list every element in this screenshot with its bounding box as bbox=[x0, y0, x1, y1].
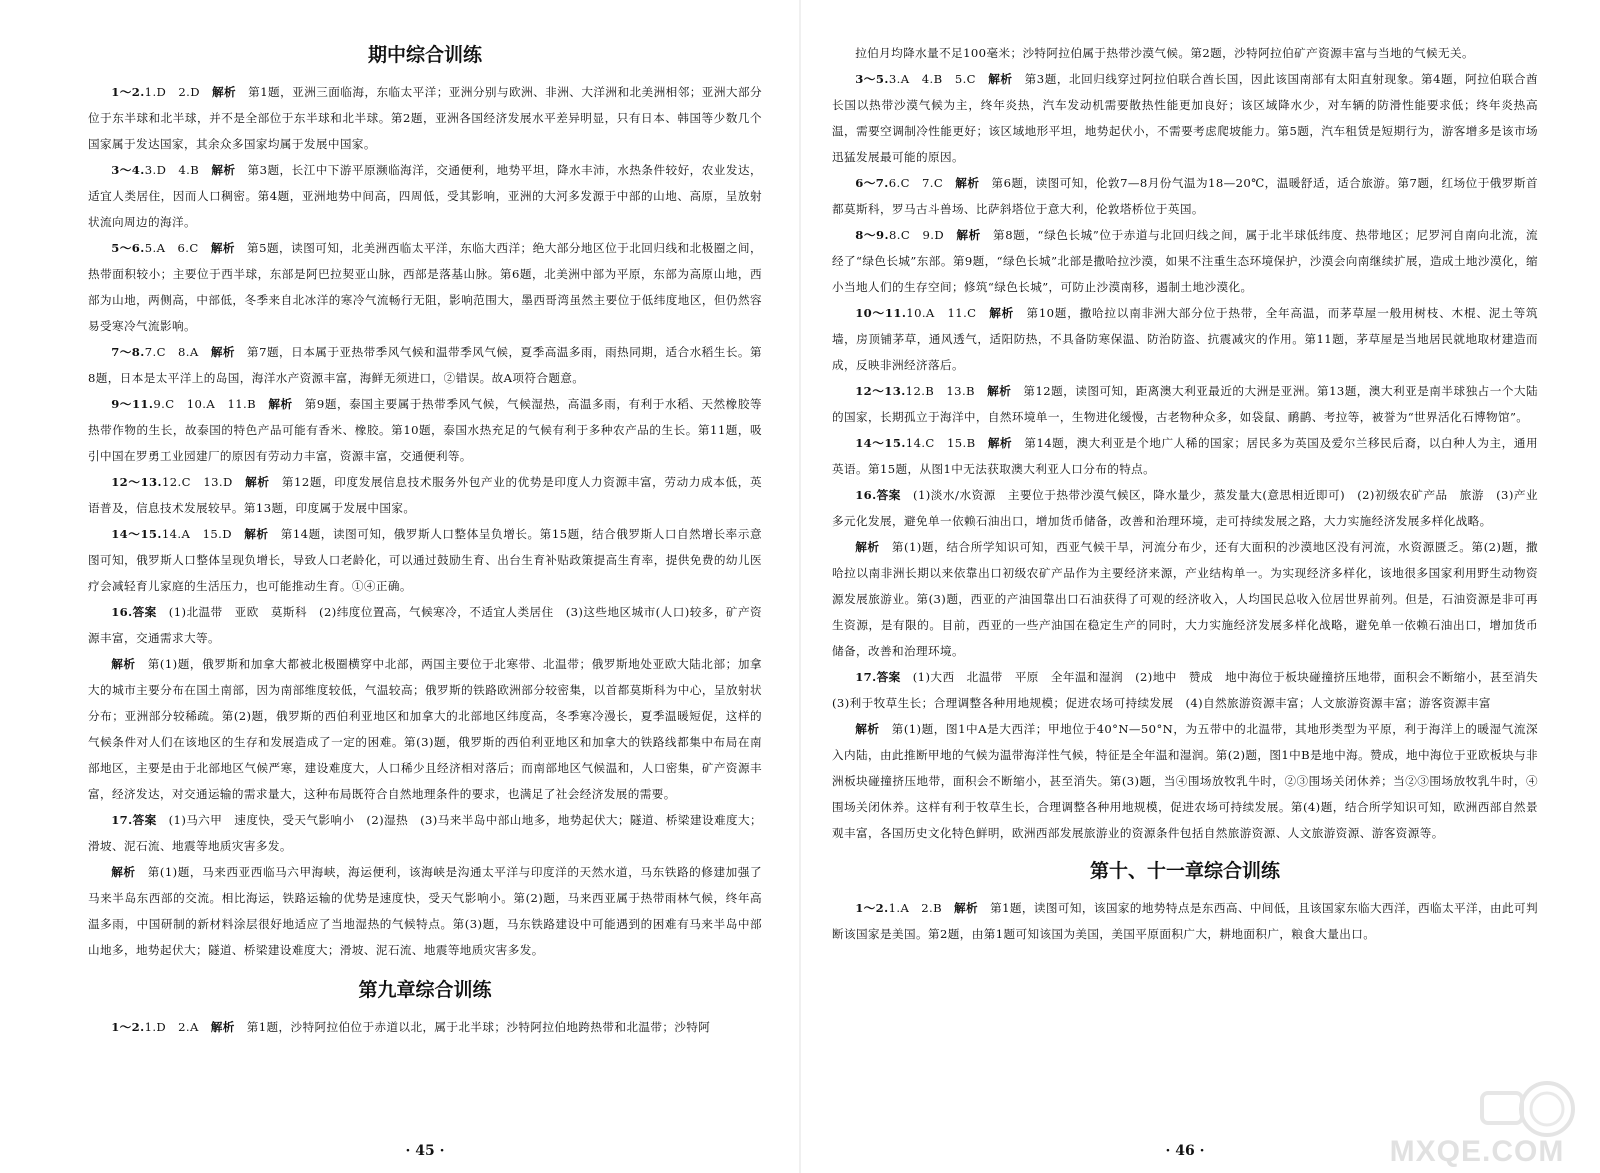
answer-list bbox=[88, 1014, 762, 1040]
answer-key: 3.A 4.B 5.C bbox=[888, 72, 989, 86]
section-label: 解析 bbox=[987, 384, 1012, 398]
section-label: 解析 bbox=[210, 1020, 235, 1034]
answer-paragraph bbox=[88, 521, 762, 599]
explanation-text: 第(1)题，结合所学知识可知，西亚气候干旱，河流分布少，还有大面积的沙漠地区没有河流，水资源匮乏。第(2)题，撒哈拉以南非洲长期以来依靠出口初级农矿产品作为主要经济来源，产业结构单一。为实现经济多样化，该地很多国家利用野生动物资源发展旅游业。第(3)题，西亚的产油国靠出口石油获得了可观的经济收入，人均国民总收入位居世界前列。但是，石油资源是非可再生资源，是有限的。目前，西亚的一些产油国在稳定生产的同时，大力实施经济发展多样化战略，避免单一依赖石油出口，增加货币储备，改善和治理环境。 bbox=[832, 540, 1538, 658]
answer-key: 1.D 2.A bbox=[144, 1020, 211, 1034]
explanation-text: (1)淡水/水资源 主要位于热带沙漠气候区，降水量少，蒸发量大(意思相近即可) (2)初级农矿产品 旅游 (3)产业多元化发展，避免单一依赖石油出口，增加货币储备，改善和治理环境，走可持续发展之路，大力实施经济发展多样化战略。 bbox=[832, 488, 1538, 528]
explanation-text: 第9题，泰国主要属于热带季风气候，气候湿热，高温多雨，有利于水稻、天然橡胶等热带作物的生长，故泰国的特色产品可能有香米、橡胶。第10题，泰国水热充足的气候有利于多种农产品的生长。第11题，吸引中国在罗勇工业园建厂的原因有劳动力丰富，资源丰富，交通便利等。 bbox=[88, 397, 762, 463]
question-number: 12～13. bbox=[855, 384, 906, 398]
answer-key: 14.A 15.D bbox=[161, 527, 245, 541]
right-page bbox=[800, 0, 1600, 1173]
question-number: 7～8. bbox=[111, 345, 145, 359]
explanation-text: 第12题，读图可知，距离澳大利亚最近的大洲是亚洲。第13题，澳大利亚是南半球独占一个大陆的国家，长期孤立于海洋中，自然环境单一，生物进化缓慢，古老物种众多，如袋鼠、鸸鹋、考拉等，被誉为“世界活化石博物馆”。 bbox=[832, 384, 1538, 424]
watermark-emblem-icon bbox=[1362, 1079, 1592, 1139]
explanation-text: 第5题，读图可知，北美洲西临太平洋，东临大西洋；绝大部分地区位于北回归线和北极圈之间，热带面积较小；主要位于西半球，东部是阿巴拉契亚山脉，西部是落基山脉。第6题，北美洲中部为平原，东部为高原山地，西部为山地，两侧高，中部低，冬季来自北冰洋的寒冷气流畅行无阻，影响范围大，墨西哥湾虽然主要位于低纬度地区，但仍然容易受寒冷气流影响。 bbox=[88, 241, 762, 333]
answer-key: 9.C 10.A 11.B bbox=[153, 397, 269, 411]
explanation-text: 第1题，沙特阿拉伯位于赤道以北，属于北半球；沙特阿拉伯地跨热带和北温带；沙特阿 bbox=[246, 1020, 711, 1034]
section-title: 期中综合训练 bbox=[367, 44, 482, 66]
explanation-text: 拉伯月均降水量不足100毫米；沙特阿拉伯属于热带沙漠气候。第2题，沙特阿拉伯矿产资源丰富与当地的气候无关。 bbox=[855, 46, 1474, 60]
section-title: 第九章综合训练 bbox=[358, 979, 492, 1001]
section-label: 解析 bbox=[987, 436, 1013, 450]
answer-key: 5.A 6.C bbox=[144, 241, 211, 255]
section-label: 答案 bbox=[132, 605, 157, 619]
explanation-text: 第(1)题，图1中A是大西洋；甲地位于40°N—50°N，为五带中的北温带，其地形类型为平原，利于海洋上的暖湿气流深入内陆，由此推断甲地的气候为温带海洋性气候，特征是全年温和湿润。第(2)题，图1中B是地中海。赞成，地中海位于亚欧板块与非洲板块碰撞挤压地带，面积会不断缩小，甚至消失。第(3)题，当④围场放牧乳牛时，②③围场关闭休养；当②③围场放牧乳牛时，④围场关闭休养。这样有利于牧草生长，合理调整各种用地规模，促进农场可持续发展。第(4)题，结合所学知识可知，欧洲西部自然景观丰富，各国历史文化特色鲜明，欧洲西部发展旅游业的资源条件包括自然旅游资源、人文旅游资源、游客资源等。 bbox=[832, 722, 1538, 840]
answer-paragraph bbox=[832, 482, 1538, 534]
question-number: 14～15. bbox=[111, 527, 162, 541]
question-number: 3～5. bbox=[855, 72, 889, 86]
answer-list bbox=[832, 895, 1538, 947]
section-label: 解析 bbox=[956, 228, 981, 242]
question-number: 6～7. bbox=[855, 176, 889, 190]
answer-key: 6.C 7.C bbox=[888, 176, 956, 190]
answer-key: 1.D 2.D bbox=[144, 85, 212, 99]
explanation-text: 第10题，撒哈拉以南非洲大部分位于热带，全年高温，而茅草屋一般用树枝、木棍、泥土等筑墙，房顶铺茅草，通风透气，适阳防热，不具备防寒保温、防治防盗、抗震减灾的作用。第11题，茅草屋是当地居民就地取材建造而成，反映非洲经济落后。 bbox=[832, 306, 1538, 372]
answer-paragraph bbox=[832, 895, 1538, 947]
explanation-text: 第3题，北回归线穿过阿拉伯联合酋长国，因此该国南部有太阳直射现象。第4题，阿拉伯联合酋长国以热带沙漠气候为主，终年炎热，汽车发动机需要散热性能更加良好；该区域降水少，对车辆的防滑性能要求低；终年炎热高温，需要空调制冷性能更好；该区域地形平坦，地势起伏小，不需要考虑爬坡能力。第5题，汽车租赁是短期行为，游客增多是该市场迅猛发展最可能的原因。 bbox=[832, 72, 1538, 164]
answer-key: 12.B 13.B bbox=[905, 384, 988, 398]
explanation-text: 第8题，“绿色长城”位于赤道与北回归线之间，属于北半球低纬度、热带地区；尼罗河自南向北流，流经了“绿色长城”东部。第9题，“绿色长城”北部是撒哈拉沙漠，如果不注重生态环境保护，沙漠会向南继续扩展，造成土地沙漠化，缩小当地人们的生存空间；修筑“绿色长城”，可防止沙漠南移，遏制土地沙漠化。 bbox=[832, 228, 1538, 294]
answer-key: 7.C 8.A bbox=[144, 345, 211, 359]
section-label: 解析 bbox=[855, 540, 880, 554]
answer-paragraph bbox=[832, 664, 1550, 716]
section-label: 解析 bbox=[955, 176, 980, 190]
section-title: 第十、十一章综合训练 bbox=[1089, 860, 1280, 882]
answer-paragraph bbox=[88, 157, 762, 235]
explanation-text: 第1题，亚洲三面临海，东临太平洋；亚洲分别与欧洲、非洲、大洋洲和北美洲相邻；亚洲大部分位于东半球和北半球，并不是全部位于东半球和北半球。第2题，亚洲各国经济发展水平差异明显，只有日本、韩国等少数几个国家属于发达国家，其余众多国家均属于发展中国家。 bbox=[88, 85, 762, 151]
question-number: 16. bbox=[855, 488, 877, 502]
answer-key: 12.C 13.D bbox=[161, 475, 246, 489]
question-number: 1～2. bbox=[111, 85, 145, 99]
explanation-text: (1)北温带 亚欧 莫斯科 (2)纬度位置高，气候寒冷，不适宜人类居住 (3)这些地区城市(人口)较多，矿产资源丰富，交通需求大等。 bbox=[88, 605, 762, 645]
question-number: 1～2. bbox=[111, 1020, 145, 1034]
answer-paragraph bbox=[832, 40, 1538, 66]
watermark-logo bbox=[1362, 1079, 1592, 1169]
explanation-text: 第12题，印度发展信息技术服务外包产业的优势是印度人力资源丰富，劳动力成本低，英语普及，信息技术发展较早。第13题，印度属于发展中国家。 bbox=[88, 475, 762, 515]
explanation-text: (1)大西 北温带 平原 全年温和湿润 (2)地中 赞成 地中海位于板块碰撞挤压地带，面积会不断缩小，甚至消失 (3)利于牧草生长；合理调整各种用地规模；促进农场可持续发展 (4)自然旅游资源丰富；人文旅游资源丰富；游客资源丰富 bbox=[832, 670, 1550, 710]
answer-paragraph bbox=[88, 235, 762, 339]
answer-paragraph bbox=[832, 378, 1538, 430]
page-number: · 45 · bbox=[405, 1143, 445, 1159]
question-number: 17. bbox=[855, 670, 877, 684]
explanation-text: 第7题，日本属于亚热带季风气候和温带季风气候，夏季高温多雨，雨热同期，适合水稻生长。第8题，日本是太平洋上的岛国，海洋水产资源丰富，海鲜无须进口，②错误。故A项符合题意。 bbox=[88, 345, 762, 385]
section-label: 解析 bbox=[245, 475, 270, 489]
answer-list bbox=[88, 79, 762, 963]
question-number: 1～2. bbox=[855, 901, 889, 915]
explanation-text: (1)马六甲 速度快，受天气影响小 (2)湿热 (3)马来半岛中部山地多，地势起伏大；隧道、桥梁建设难度大；滑坡、泥石流、地震等地质灾害多发。 bbox=[88, 813, 762, 853]
question-number: 12～13. bbox=[111, 475, 162, 489]
answer-paragraph bbox=[832, 222, 1538, 300]
explanation-text: 第(1)题，马来西亚西临马六甲海峡，海运便利，该海峡是沟通太平洋与印度洋的天然水道，马东铁路的修建加强了马来半岛东西部的交流。相比海运，铁路运输的优势是速度快，受天气影响小。第(2)题，马来西亚属于热带雨林气候，终年高温多雨，中国研制的新材料涂层很好地适应了当地湿热的气候特点。第(3)题，马东铁路建设中可能遇到的困难有马来半岛中部山地多，地势起伏大；隧道、桥梁建设难度大；滑坡、泥石流、地震等地质灾害多发。 bbox=[88, 865, 762, 957]
section-label: 解析 bbox=[210, 241, 235, 255]
answer-paragraph bbox=[88, 807, 762, 859]
question-number: 9～11. bbox=[111, 397, 154, 411]
answer-paragraph bbox=[88, 859, 762, 963]
question-number: 3～4. bbox=[111, 163, 145, 177]
question-number: 16. bbox=[111, 605, 133, 619]
explanation-text: 第14题，澳大利亚是个地广人稀的国家；居民多为英国及爱尔兰移民后裔，以白种人为主，通用英语。第15题，从图1中无法获取澳大利亚人口分布的特点。 bbox=[832, 436, 1538, 476]
section-label: 答案 bbox=[132, 813, 157, 827]
answer-paragraph bbox=[832, 300, 1538, 378]
answer-paragraph bbox=[88, 599, 762, 651]
section-label: 解析 bbox=[111, 657, 136, 671]
answer-paragraph bbox=[832, 66, 1538, 170]
page-number: · 46 · bbox=[1165, 1143, 1205, 1159]
answer-paragraph bbox=[88, 469, 762, 521]
question-number: 14～15. bbox=[855, 436, 906, 450]
section-label: 解析 bbox=[855, 722, 880, 736]
explanation-text: 第6题，读图可知，伦敦7—8月份气温为18—20℃，温暖舒适，适合旅游。第7题，红场位于俄罗斯首都莫斯科，罗马古斗兽场、比萨斜塔位于意大利，伦敦塔桥位于英国。 bbox=[832, 176, 1538, 216]
answer-key: 8.C 9.D bbox=[888, 228, 957, 242]
section-label: 解析 bbox=[210, 345, 235, 359]
answer-list bbox=[832, 40, 1550, 846]
answer-paragraph bbox=[832, 170, 1538, 222]
answer-paragraph bbox=[88, 339, 762, 391]
section-label: 解析 bbox=[244, 527, 269, 541]
explanation-text: 第3题，长江中下游平原濒临海洋，交通便利，地势平坦，降水丰沛，水热条件较好，农业发达，适宜人类居住，因而人口稠密。第4题，亚洲地势中间高，四周低，受其影响，亚洲的大河多发源于中部的山地、高原，呈放射状流向周边的海洋。 bbox=[88, 163, 762, 229]
answer-key: 1.A 2.B bbox=[888, 901, 955, 915]
answer-key: 14.C 15.B bbox=[905, 436, 988, 450]
section-label: 解析 bbox=[988, 72, 1013, 86]
section-label: 解析 bbox=[111, 865, 136, 879]
section-label: 解析 bbox=[212, 85, 237, 99]
explanation-text: 第14题，读图可知，俄罗斯人口整体呈负增长。第15题，结合俄罗斯人口自然增长率示意图可知，俄罗斯人口整体呈现负增长，导致人口老龄化，可以通过鼓励生育、出台生育补贴政策提高生育率，提供免费的幼儿医疗会减轻育儿家庭的生活压力，也可能推动生育。①④正确。 bbox=[88, 527, 762, 593]
question-number: 10～11. bbox=[855, 306, 907, 320]
section-label: 答案 bbox=[876, 670, 901, 684]
answer-paragraph bbox=[88, 391, 762, 469]
explanation-text: 第1题，读图可知，该国家的地势特点是东西高、中间低，且该国家东临大西洋，西临太平洋，由此可判断该国家是美国。第2题，由第1题可知该国为美国，美国平原面积广大，耕地面积广，粮食大量出口。 bbox=[832, 901, 1539, 941]
section-label: 答案 bbox=[876, 488, 901, 502]
answer-paragraph bbox=[88, 79, 762, 157]
answer-paragraph bbox=[88, 651, 762, 807]
question-number: 5～6. bbox=[111, 241, 145, 255]
answer-key: 10.A 11.C bbox=[906, 306, 990, 320]
watermark-text: MXQE.COM bbox=[1389, 1135, 1565, 1168]
answer-key: 3.D 4.B bbox=[144, 163, 212, 177]
section-label: 解析 bbox=[268, 397, 293, 411]
section-label: 解析 bbox=[211, 163, 236, 177]
answer-paragraph bbox=[832, 430, 1538, 482]
question-number: 17. bbox=[111, 813, 133, 827]
section-label: 解析 bbox=[954, 901, 979, 915]
explanation-text: 第(1)题，俄罗斯和加拿大都被北极圈横穿中北部，两国主要位于北寒带、北温带；俄罗斯地处亚欧大陆北部；加拿大的城市主要分布在国土南部，因为南部维度较低，气温较高；俄罗斯的铁路欧洲部分较密集，以首都莫斯科为中心，呈放射状分布；亚洲部分较稀疏。第(2)题，俄罗斯的西伯利亚地区和加拿大的北部地区纬度高，冬季寒冷漫长，夏季温暖短促，这样的气候条件对人们在该地区的生存和发展造成了一定的困难。第(3)题，俄罗斯的西伯利亚地区和加拿大的铁路线都集中布局在南部地区，主要是由于北部地区气候严寒，建设难度大，人口稀少且经济相对落后；而南部地区气候温和，人口密集，矿产资源丰富，经济发达，对交通运输的需求量大，这种布局既符合自然地理条件的要求，也满足了社会经济发展的需要。 bbox=[88, 657, 762, 801]
answer-paragraph bbox=[832, 716, 1538, 846]
section-label: 解析 bbox=[989, 306, 1015, 320]
answer-paragraph bbox=[88, 1014, 762, 1040]
answer-paragraph bbox=[832, 534, 1538, 664]
question-number: 8～9. bbox=[855, 228, 889, 242]
